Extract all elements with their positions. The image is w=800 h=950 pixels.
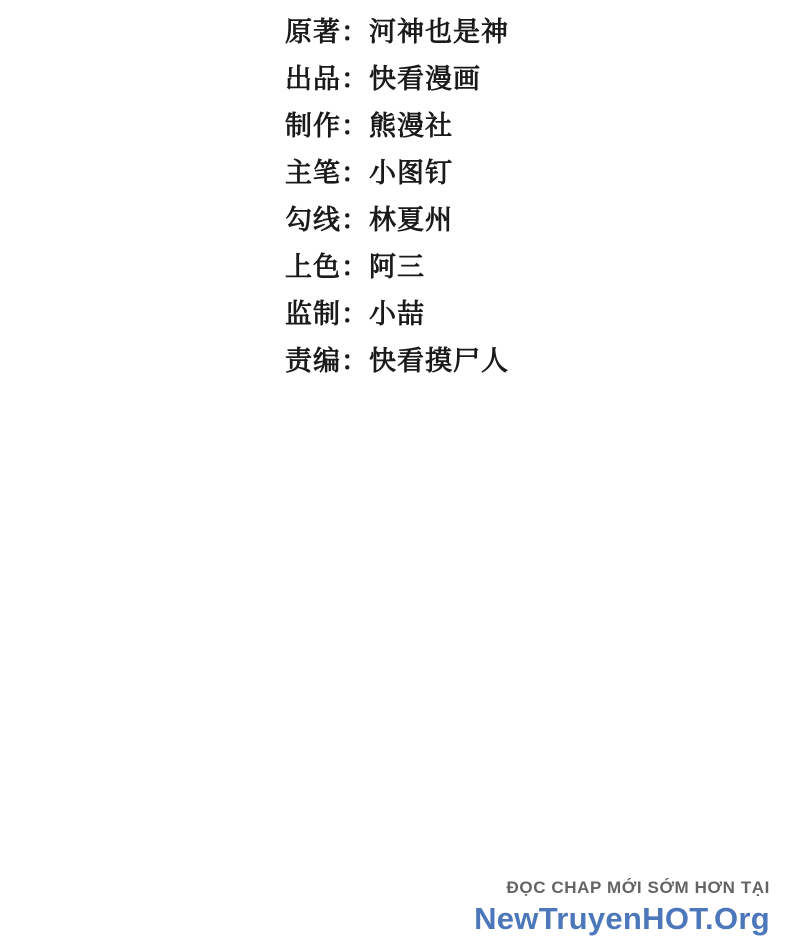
credit-label: 主笔 [285, 158, 341, 188]
credit-label: 出品 [285, 64, 341, 94]
credit-separator: ： [341, 252, 369, 282]
credit-label: 原著 [285, 17, 341, 47]
watermark-site-name: NewTruyenHOT.Org [474, 901, 770, 936]
credit-label: 勾线 [285, 205, 341, 235]
watermark-tagline: ĐỌC CHAP MỚI SỚM HƠN TẠI [506, 878, 770, 897]
credit-value: 小图钉 [369, 158, 453, 188]
credit-line-studio [285, 103, 509, 150]
credit-value: 阿三 [369, 252, 425, 282]
credit-value: 快看漫画 [369, 64, 481, 94]
site-watermark [474, 878, 770, 937]
credit-value: 小喆 [369, 299, 425, 329]
credit-separator: ： [341, 17, 369, 47]
credit-line-producer [285, 56, 509, 103]
credit-line-lead-artist [285, 150, 509, 197]
credit-separator: ： [341, 158, 369, 188]
credit-value: 熊漫社 [369, 111, 453, 141]
credit-value: 河神也是神 [369, 17, 509, 47]
credit-label: 责编 [285, 346, 341, 376]
credit-label: 上色 [285, 252, 341, 282]
credit-separator: ： [341, 299, 369, 329]
credit-value: 林夏州 [369, 205, 453, 235]
credit-separator: ： [341, 64, 369, 94]
credit-line-supervisor [285, 291, 509, 338]
credit-value: 快看摸尸人 [369, 346, 509, 376]
credit-separator: ： [341, 111, 369, 141]
credit-label: 制作 [285, 111, 341, 141]
credit-line-original-author [285, 9, 509, 56]
credit-line-colorist [285, 244, 509, 291]
credit-separator: ： [341, 346, 369, 376]
credit-line-editor [285, 338, 509, 385]
credit-separator: ： [341, 205, 369, 235]
credit-label: 监制 [285, 299, 341, 329]
credit-line-inker [285, 197, 509, 244]
credits-block [285, 9, 509, 385]
